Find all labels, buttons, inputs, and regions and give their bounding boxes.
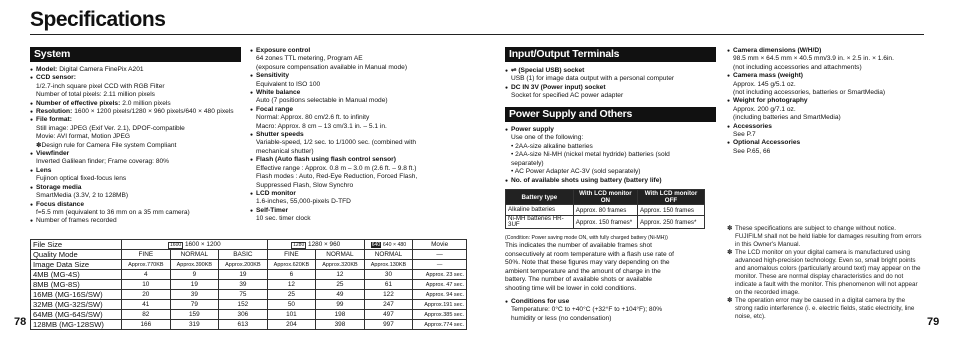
power-supply-value: separately) xyxy=(511,159,544,167)
conditions-item xyxy=(505,298,715,323)
io-terminal-item xyxy=(505,67,720,84)
system-spec-label: Model: xyxy=(36,66,58,73)
system-spec-label: Exposure control xyxy=(256,47,311,54)
frames-cell: 49 xyxy=(316,290,365,300)
datasize-cell: Approx.770KB xyxy=(122,260,171,270)
system-spec-item xyxy=(30,100,252,108)
system-spec-label: CCD sensor: xyxy=(36,74,76,82)
media-label: 32MB (MG-32S/SW) xyxy=(31,300,122,310)
system-spec-label: Storage media xyxy=(36,183,82,191)
table-row xyxy=(31,300,467,310)
system-spec-value: mechanical shutter) xyxy=(256,147,314,155)
table-header-file-size: File Size xyxy=(31,240,122,250)
dimension-spec-label: Weight for photography xyxy=(733,97,808,105)
system-spec-item xyxy=(30,217,252,225)
frames-cell: 41 xyxy=(122,300,171,310)
power-supply-label: Power supply xyxy=(511,126,554,133)
system-spec-value: Inverted Galilean finder; Frame coverag: 80% xyxy=(36,158,170,166)
bullet-icon: ● xyxy=(250,207,254,214)
bullet-icon: ● xyxy=(727,123,731,130)
bullet-icon: ● xyxy=(30,100,34,107)
table-row xyxy=(31,280,467,290)
dimensions-column xyxy=(727,47,927,156)
bullet-icon: ● xyxy=(30,184,34,191)
system-spec-label: Flash (Auto flash using flash control sensor) xyxy=(256,156,396,164)
battery-table-header-cell: With LCD monitor OFF xyxy=(637,190,704,205)
notes-block xyxy=(727,225,922,321)
datasize-cell: Approx.130KB xyxy=(364,260,413,270)
bullet-icon: ● xyxy=(30,117,34,124)
title-rule xyxy=(30,34,924,35)
bullet-icon: ● xyxy=(250,90,254,97)
power-supply-value: Use one of the following: xyxy=(511,134,584,142)
system-spec-label: LCD monitor xyxy=(256,189,296,197)
page-number-left: 78 xyxy=(14,316,27,328)
battery-table-cell: Alkaline batteries xyxy=(506,205,574,216)
frames-cell: 306 xyxy=(219,310,268,320)
datasize-cell: — xyxy=(413,260,467,270)
asterisk-icon: ✽ xyxy=(727,225,733,232)
conditions-value: humidity or less (no condensation) xyxy=(511,314,612,322)
power-supply-value: • AC Power Adapter AC-3V (sold separately) xyxy=(511,168,641,176)
movie-time-cell: Approx. 94 sec. xyxy=(413,290,467,300)
frames-cell: 10 xyxy=(122,280,171,290)
io-terminal-value: USB (1) for image data output with a personal computer xyxy=(511,75,675,83)
battery-table-cell: Ni-MH batteries HR-3UF xyxy=(506,216,574,229)
dimension-spec-item xyxy=(727,123,927,140)
battery-table-row xyxy=(506,216,705,229)
system-spec-value: 2.0 million pixels xyxy=(122,99,171,107)
frames-cell: 4 xyxy=(122,270,171,280)
dimension-spec-label: Camera mass (weight) xyxy=(733,72,803,80)
system-spec-value: Number of frames recorded xyxy=(36,217,117,225)
battery-table-header-cell: Battery type xyxy=(506,190,574,205)
system-spec-label: White balance xyxy=(256,89,301,97)
quality-cell: NORMAL xyxy=(364,250,413,260)
paragraph-line: ambient temperature and the amount of charge in the xyxy=(505,267,661,275)
section-header-power: Power Supply and Others xyxy=(505,107,716,122)
paragraph-line: consecutively at room temperature with a flash use rate of xyxy=(505,250,674,258)
dimension-spec-item xyxy=(727,47,927,72)
system-spec-value: Still image: JPEG (Exif Ver. 2.1), DPOF-compatible xyxy=(36,124,185,132)
frames-cell: 25 xyxy=(316,280,365,290)
system-spec-label: File format: xyxy=(36,116,72,124)
quality-cell: — xyxy=(413,250,467,260)
frames-cell: 25 xyxy=(267,290,316,300)
system-spec-label: Resolution: xyxy=(36,108,73,116)
note-item xyxy=(727,249,922,297)
system-spec-label: Number of effective pixels: xyxy=(36,99,121,107)
system-spec-item xyxy=(30,201,252,218)
system-spec-value: Variable-speed, 1/2 sec. to 1/1000 sec. (combined with xyxy=(256,139,417,147)
frames-cell: 997 xyxy=(364,320,413,330)
system-spec-value: Movie: AVI format, Motion JPEG xyxy=(36,133,131,141)
bullet-icon: ● xyxy=(250,106,254,113)
system-spec-value: 1600 × 1200 pixels/1280 × 960 pixels/640 × 480 pixels xyxy=(74,108,234,116)
system-spec-item xyxy=(30,167,252,184)
dimension-spec-value: See P.7 xyxy=(733,131,756,139)
movie-time-cell: Approx. 23 sec. xyxy=(413,270,467,280)
frames-cell: 497 xyxy=(364,310,413,320)
bullet-icon: ● xyxy=(727,98,731,105)
frames-cell: 198 xyxy=(316,310,365,320)
frames-cell: 39 xyxy=(170,290,219,300)
dimension-spec-label: Accessories xyxy=(733,122,772,130)
bullet-icon: ● xyxy=(250,132,254,139)
bullet-icon: ● xyxy=(505,299,509,305)
bullet-icon: ● xyxy=(727,73,731,80)
system-spec-value: ✽Design rule for Camera File system Compliant xyxy=(36,141,177,149)
battery-table-cell: Approx. 150 frames* xyxy=(573,216,637,229)
paragraph-line: battery. The number of available shots or available xyxy=(505,276,653,284)
table-label-quality: Quality Mode xyxy=(31,250,122,260)
system-spec-value: 10 sec. timer clock xyxy=(256,215,311,223)
frames-cell: 79 xyxy=(170,300,219,310)
media-label: 64MB (MG-64S/SW) xyxy=(31,310,122,320)
frames-cell: 99 xyxy=(316,300,365,310)
system-spec-item xyxy=(250,106,472,131)
shots-item xyxy=(505,177,720,185)
frames-cell: 6 xyxy=(267,270,316,280)
movie-time-cell: Approx.774 sec. xyxy=(413,320,467,330)
system-spec-item xyxy=(250,190,472,207)
bullet-icon: ● xyxy=(30,75,34,82)
dimension-spec-item xyxy=(727,139,927,156)
bullet-icon: ● xyxy=(30,67,34,73)
bullet-icon: ● xyxy=(250,157,254,164)
quality-cell: BASIC xyxy=(219,250,268,260)
frames-cell: 19 xyxy=(219,270,268,280)
frames-cell: 319 xyxy=(170,320,219,330)
dimension-spec-label: Optional Accessories xyxy=(733,139,801,147)
frames-cell: 9 xyxy=(170,270,219,280)
frames-cell: 122 xyxy=(364,290,413,300)
frames-cell: 159 xyxy=(170,310,219,320)
bullet-icon: ● xyxy=(250,48,254,54)
system-spec-item xyxy=(30,116,252,150)
dimension-spec-value: (including batteries and SmartMedia) xyxy=(733,114,841,122)
frames-cell: 12 xyxy=(316,270,365,280)
system-spec-item xyxy=(30,74,252,99)
system-spec-value: Normal: Approx. 80 cm/2.6 ft. to infinity xyxy=(256,114,370,122)
io-terminals-list xyxy=(505,67,720,101)
media-label: 4MB (MG-4S) xyxy=(31,270,122,280)
bullet-icon: ● xyxy=(30,218,34,225)
frames-cell: 39 xyxy=(219,280,268,290)
paragraph-line: This indicates the number of available frames shot xyxy=(505,242,652,249)
system-spec-value: Suppressed Flash, Slow Synchro xyxy=(256,181,354,189)
battery-life-table xyxy=(505,189,705,229)
system-spec-value: Macro: Approx. 8 cm – 13 cm/3.1 in. – 5.1 in. xyxy=(256,122,387,130)
system-spec-label: Viewfinder xyxy=(36,150,70,158)
note-text: The LCD monitor on your digital camera is manufactured using advanced high-precision technology. Even so, small bright points and anomalous colors (particularly around text) may appear on the monitor. These are normal display characteristics and do not indicate a fault with the monitor. This phenomenon will not appear on the recorded image. xyxy=(735,249,921,296)
frames-cell: 613 xyxy=(219,320,268,330)
io-terminal-label: DC IN 3V (Power input) socket xyxy=(511,83,606,91)
bullet-icon: ● xyxy=(505,84,509,91)
battery-table-header xyxy=(506,190,705,205)
system-spec-item xyxy=(30,108,252,116)
dimension-spec-value: 98.5 mm × 64.5 mm × 40.5 mm/3.9 in. × 2.5 in. × 1.6in. xyxy=(733,55,894,63)
frames-cell: 152 xyxy=(219,300,268,310)
system-spec-label: Focus distance xyxy=(36,200,85,208)
conditions-value: Temperature: 0°C to +40°C (+32°F to +104°F); 80% xyxy=(511,306,663,314)
table-row xyxy=(31,290,467,300)
power-supply-value: • 2AA-size Ni-MH (nickel metal hydride) batteries (sold xyxy=(511,151,670,159)
system-spec-value: Auto (7 positions selectable in Manual mode) xyxy=(256,97,388,105)
bullet-icon: ● xyxy=(505,178,509,185)
bullet-icon: ● xyxy=(727,140,731,147)
shots-label: No. of available shots using battery (battery life) xyxy=(511,177,662,185)
quality-cell: NORMAL xyxy=(170,250,219,260)
battery-table-cell: Approx. 80 frames xyxy=(573,205,637,216)
system-spec-value: 64 zones TTL metering, Program AE xyxy=(256,55,363,63)
system-spec-item xyxy=(250,207,472,224)
battery-table-row xyxy=(506,205,705,216)
system-spec-item xyxy=(250,89,472,106)
frames-cell: 61 xyxy=(364,280,413,290)
system-spec-item xyxy=(250,72,472,89)
bullet-icon: ● xyxy=(727,48,731,54)
frames-cell: 166 xyxy=(122,320,171,330)
table-row xyxy=(31,270,467,280)
battery-table-cell: Approx. 250 frames* xyxy=(637,216,704,229)
media-label: 16MB (MG-16S/SW) xyxy=(31,290,122,300)
frames-recorded-table xyxy=(30,239,467,330)
system-spec-item xyxy=(250,131,472,156)
system-spec-label: Sensitivity xyxy=(256,72,289,80)
dimension-spec-item xyxy=(727,72,927,97)
battery-condition-note: (Condition: Power saving mode ON, with fully charged battery (Ni-MH)) xyxy=(505,235,668,241)
table-header-1280: 1280 1280 × 960 xyxy=(267,240,364,250)
frames-cell: 398 xyxy=(316,320,365,330)
power-supply-value: • 2AA-size alkaline batteries xyxy=(511,142,593,150)
io-terminal-label: (Special USB) socket xyxy=(518,67,585,74)
bullet-icon: ● xyxy=(30,201,34,208)
movie-time-cell: Approx.191 sec. xyxy=(413,300,467,310)
io-terminal-value: Socket for specified AC power adapter xyxy=(511,92,624,100)
system-spec-item xyxy=(30,184,252,201)
system-spec-item xyxy=(30,150,252,167)
note-text: The operation error may be caused in a digital camera by the strong radio interference (i. e. electric fields, static electricity, line noise, etc). xyxy=(735,297,915,320)
quality-cell: FINE xyxy=(122,250,171,260)
bullet-icon: ● xyxy=(30,151,34,158)
size-1600-icon: 1600 xyxy=(170,241,182,248)
section-header-system: System xyxy=(30,47,241,62)
bullet-icon: ● xyxy=(30,167,34,174)
bullet-icon: ● xyxy=(505,68,509,74)
size-1280-icon: 1280 xyxy=(293,241,305,248)
datasize-cell: Approx.620KB xyxy=(267,260,316,270)
system-spec-value: Effective range : Approx. 0.8 m – 3.0 m (2.6 ft. – 9.8 ft.) xyxy=(256,164,417,172)
battery-table-cell: Approx. 150 frames xyxy=(637,205,704,216)
page-title: Specifications xyxy=(30,8,166,31)
dimension-spec-value: Approx. 200 g/7.1 oz. xyxy=(733,105,796,113)
system-spec-label: Shutter speeds xyxy=(256,131,304,139)
frames-cell: 101 xyxy=(267,310,316,320)
bullet-icon: ● xyxy=(250,73,254,80)
dimension-spec-item xyxy=(727,97,927,122)
frames-cell: 204 xyxy=(267,320,316,330)
page-number-right: 79 xyxy=(927,316,940,328)
system-spec-value: 1.6-inches, 55,000-pixels D-TFD xyxy=(256,198,351,206)
system-spec-label: Self-Timer xyxy=(256,206,289,214)
movie-time-cell: Approx. 47 sec. xyxy=(413,280,467,290)
dimension-spec-value: (not including accessories, batteries or SmartMedia) xyxy=(733,89,886,97)
media-label: 8MB (MG-8S) xyxy=(31,280,122,290)
bullet-icon: ● xyxy=(505,127,509,133)
usb-icon: ⇌ xyxy=(511,67,519,74)
paragraph-line: shooting time will be lower in cold conditions. xyxy=(505,284,637,292)
system-spec-value: (exposure compensation available in Manual mode) xyxy=(256,63,408,71)
frames-cell: 82 xyxy=(122,310,171,320)
table-header-1600: 1600 1600 × 1200 xyxy=(122,240,268,250)
system-specs-column xyxy=(30,66,252,226)
quality-cell: NORMAL xyxy=(316,250,365,260)
system-spec-value: Flash modes : Auto, Red-Eye Reduction, Forced Flash, xyxy=(256,173,418,181)
note-item xyxy=(727,297,922,321)
note-item xyxy=(727,225,922,249)
section-header-io: Input/Output Terminals xyxy=(505,47,716,62)
frames-cell: 19 xyxy=(170,280,219,290)
table-header-640: 640 640 × 480 xyxy=(364,240,413,250)
power-supply-item xyxy=(505,126,720,176)
table-header-movie: Movie xyxy=(413,240,467,250)
size-640-icon: 640 xyxy=(371,242,381,248)
frames-cell: 20 xyxy=(122,290,171,300)
io-terminal-item xyxy=(505,84,720,101)
system-spec-value: Number of total pixels: 2.11 million pixels xyxy=(36,91,155,99)
system-specs-column-2 xyxy=(250,47,472,224)
dimension-spec-label: Camera dimensions (W/H/D) xyxy=(733,47,822,54)
dimension-spec-value: (not including accessories and attachments) xyxy=(733,63,862,71)
table-row xyxy=(31,320,467,330)
bullet-icon: ● xyxy=(30,109,34,116)
dimension-spec-value: See P.65, 66 xyxy=(733,147,771,155)
datasize-cell: Approx.390KB xyxy=(170,260,219,270)
system-spec-label: Lens xyxy=(36,166,52,174)
movie-time-cell: Approx.385 sec. xyxy=(413,310,467,320)
system-spec-item xyxy=(250,47,472,72)
frames-cell: 12 xyxy=(267,280,316,290)
frames-cell: 75 xyxy=(219,290,268,300)
asterisk-icon: ✽ xyxy=(727,297,733,304)
system-spec-value: Digital Camera FinePix A201 xyxy=(59,66,144,73)
system-spec-label: Focal range xyxy=(256,105,294,113)
system-spec-item xyxy=(30,66,252,74)
system-spec-value: SmartMedia (3.3V, 2 to 128MB) xyxy=(36,192,129,200)
datasize-cell: Approx.320KB xyxy=(316,260,365,270)
quality-cell: FINE xyxy=(267,250,316,260)
system-spec-value: f=5.5 mm (equivalent to 36 mm on a 35 mm camera) xyxy=(36,208,190,216)
frames-cell: 247 xyxy=(364,300,413,310)
system-spec-value: 1/2.7-inch square pixel CCD with RGB Filter xyxy=(36,82,165,90)
frames-cell: 30 xyxy=(364,270,413,280)
system-spec-item xyxy=(250,156,472,190)
battery-life-paragraph xyxy=(505,242,710,294)
system-spec-value: Equivalent to ISO 100 xyxy=(256,80,321,88)
note-text: These specifications are subject to change without notice. FUJIFILM shall not be held liable for damages resulting from errors in this Owner's Manual. xyxy=(735,225,922,248)
bullet-icon: ● xyxy=(250,190,254,197)
frames-cell: 50 xyxy=(267,300,316,310)
table-row xyxy=(31,310,467,320)
table-label-datasize: Image Data Size xyxy=(31,260,122,270)
battery-table-header-cell: With LCD monitor ON xyxy=(573,190,637,205)
datasize-cell: Approx.200KB xyxy=(219,260,268,270)
asterisk-icon: ✽ xyxy=(727,249,733,256)
paragraph-line: 50%. Note that these figures may vary depending on the xyxy=(505,259,670,267)
dimension-spec-value: Approx. 145 g/5.1 oz. xyxy=(733,80,796,88)
media-label: 128MB (MG-128SW) xyxy=(31,320,122,330)
conditions-label: Conditions for use xyxy=(511,298,570,305)
system-spec-value: Fujinon optical fixed-focus lens xyxy=(36,175,127,183)
